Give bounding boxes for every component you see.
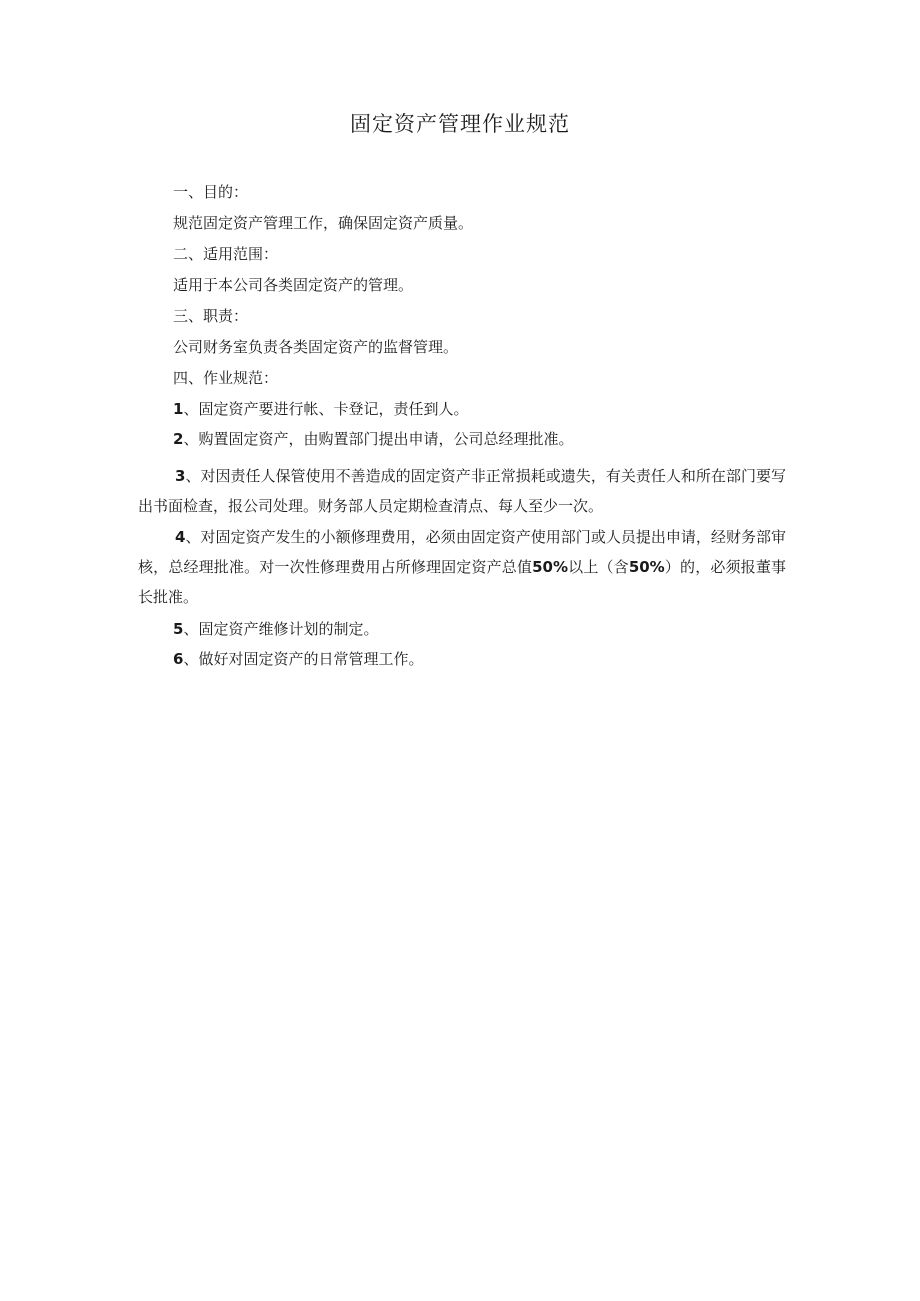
list-item-5 xyxy=(173,619,378,639)
section-1-body: 规范固定资产管理工作，确保固定资产质量。 xyxy=(173,214,474,232)
section-1-heading: 一、目的： xyxy=(173,183,249,201)
section-4-heading: 四、作业规范： xyxy=(173,369,279,387)
list-item-2 xyxy=(173,429,573,449)
list-item-number: 4 xyxy=(175,528,186,546)
list-item-text-c: ）的，必须报董事长批准。 xyxy=(138,558,786,606)
list-item-text-b: 以上（含 xyxy=(568,558,629,576)
list-item-6 xyxy=(173,649,423,669)
list-item-text-a: 、对固定资产发生的小额修理费用，必须由固定资产使用部门或人员提出申请，经财务部审核，总经理批准。对一次性修理费用占所修理固定资产总值 xyxy=(138,528,786,576)
section-2-heading: 二、适用范围： xyxy=(173,245,279,263)
list-item-text: 、固定资产要进行帐、卡登记，责任到人。 xyxy=(183,400,469,418)
list-item-text: 、固定资产维修计划的制定。 xyxy=(183,620,379,638)
list-item-number: 6 xyxy=(173,650,184,668)
list-item-text: 、做好对固定资产的日常管理工作。 xyxy=(183,650,424,668)
list-item-number: 3 xyxy=(175,467,186,485)
section-3-body: 公司财务室负责各类固定资产的监督管理。 xyxy=(173,338,459,356)
list-item-text: 、购置固定资产，由购置部门提出申请，公司总经理批准。 xyxy=(183,430,574,448)
list-item-text: 、对因责任人保管使用不善造成的固定资产非正常损耗或遗失，有关责任人和所在部门要写出书面检查，报公司处理。财务部人员定期检查清点、每人至少一次。 xyxy=(138,467,786,515)
list-item-4 xyxy=(138,522,786,612)
section-3-heading: 三、职责： xyxy=(173,307,249,325)
list-item-number: 2 xyxy=(173,430,184,448)
percentage-value: 50% xyxy=(532,558,569,576)
list-item-number: 5 xyxy=(173,620,184,638)
section-2-body: 适用于本公司各类固定资产的管理。 xyxy=(173,276,414,294)
list-item-3 xyxy=(138,461,786,521)
percentage-value: 50% xyxy=(628,558,665,576)
list-item-number: 1 xyxy=(173,400,184,418)
document-title: 固定资产管理作业规范 xyxy=(350,112,570,136)
list-item-1 xyxy=(173,399,468,419)
